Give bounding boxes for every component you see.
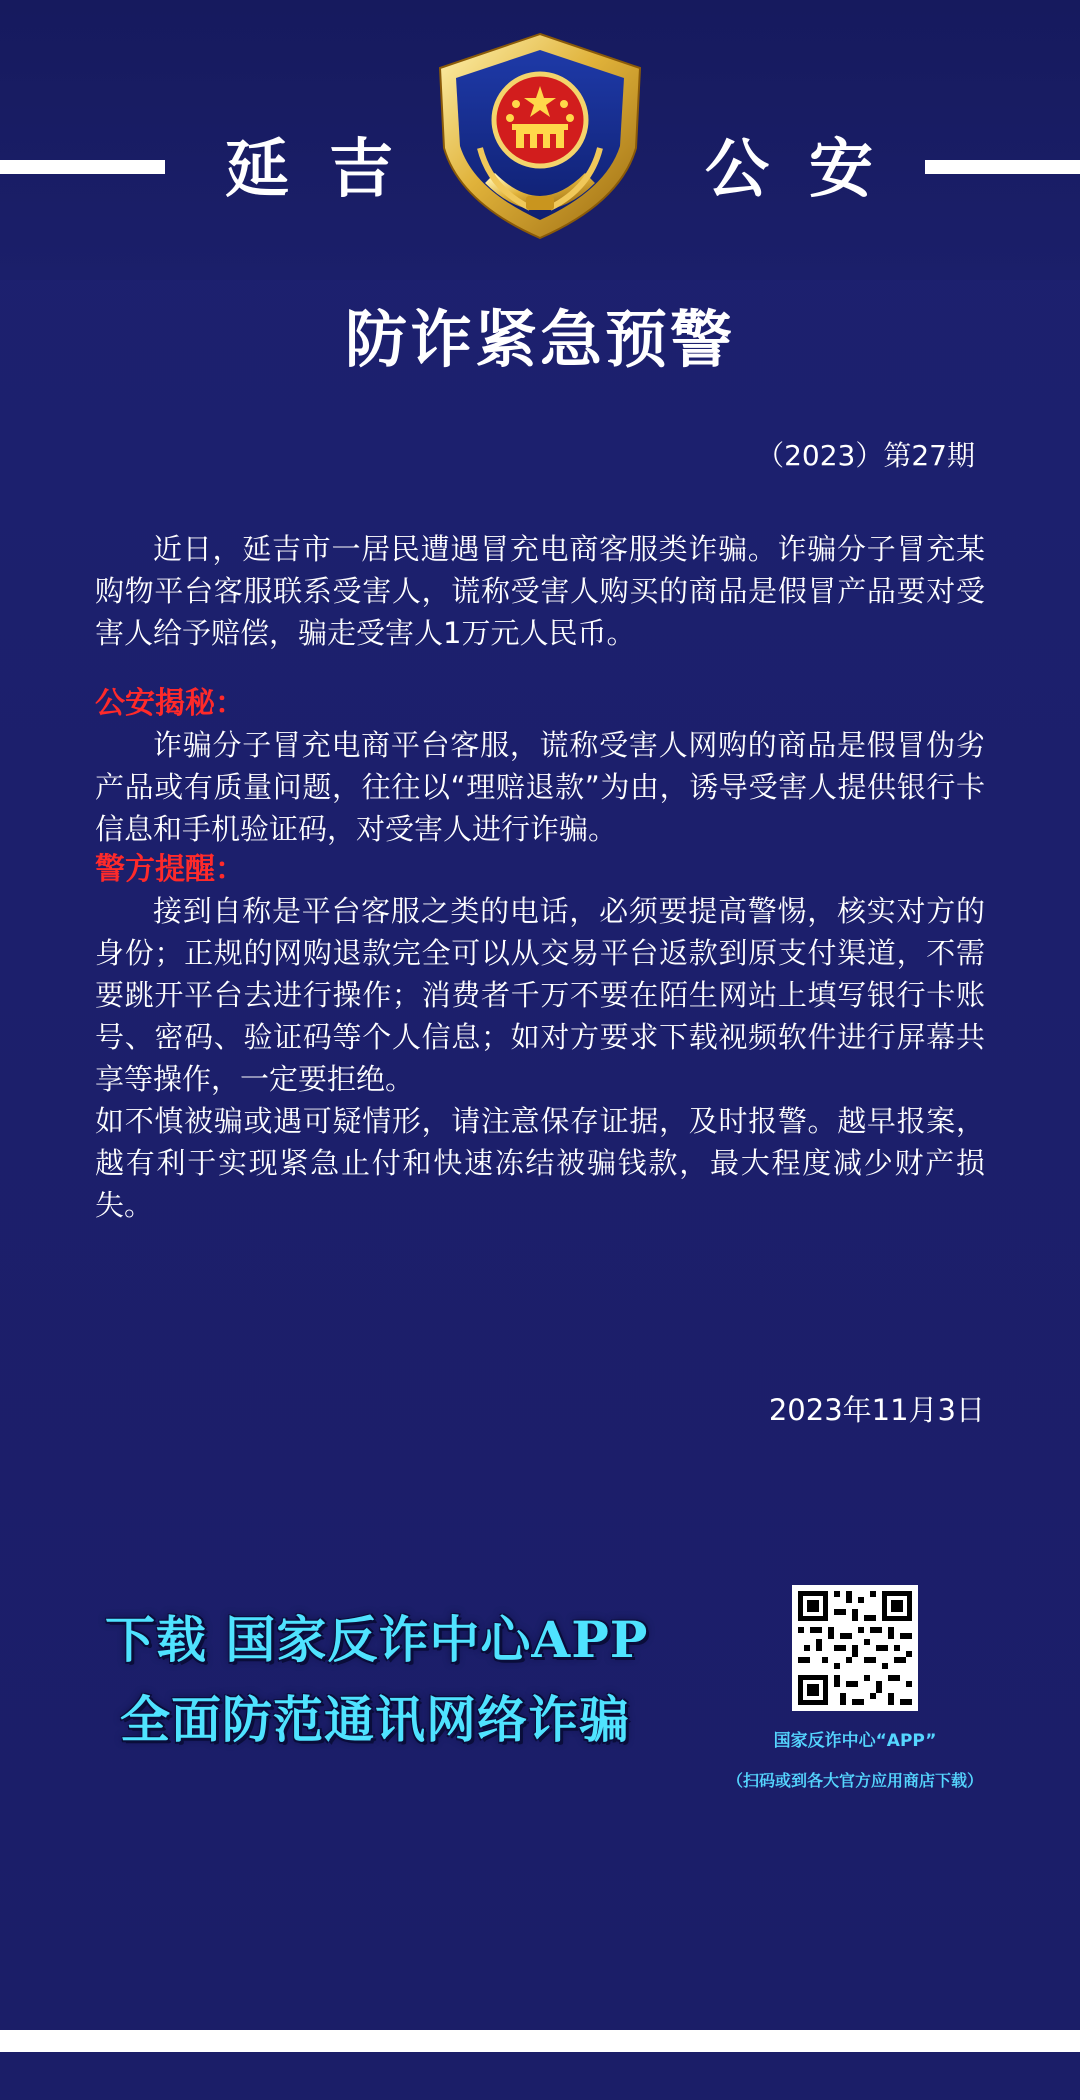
slogan-line-2: 全面防范通讯网络诈骗: [120, 1690, 630, 1749]
paragraph-gap: [95, 654, 985, 684]
section-paragraph: 接到自称是平台客服之类的电话，必须要提高警惕，核实对方的身份；正规的网购退款完全可以从交易平台返款到原支付渠道，不需要跳开平台去进行操作；消费者千万不要在陌生网站上填写银行卡账号、密码、验证码等个人信息；如对方要求下载视频软件进行屏幕共享等操作，一定要拒绝。: [95, 894, 985, 1096]
section-label-police-reveal: 公安揭秘：: [95, 686, 245, 721]
qr-code-icon[interactable]: [792, 1585, 918, 1711]
notice-body: [95, 528, 985, 1226]
qr-caption: 国家反诈中心“APP”: [773, 1731, 937, 1751]
slogan-line-1: 下载 国家反诈中心APP: [105, 1610, 649, 1669]
header-word-right: 公安: [705, 132, 913, 207]
section-paragraph: 诈骗分子冒充电商平台客服，谎称受害人网购的商品是假冒伪劣产品或有质量问题，往往以“理赔退款”为由，诱导受害人提供银行卡信息和手机验证码，对受害人进行诈骗。: [95, 728, 985, 846]
intro-paragraph: 近日，延吉市一居民遭遇冒充电商客服类诈骗。诈骗分子冒充某购物平台客服联系受害人，谎称受害人购买的商品是假冒产品要对受害人给予赔偿，骗走受害人1万元人民币。: [95, 532, 985, 650]
police-emblem-icon: [420, 28, 660, 258]
header-word-left: 延吉: [225, 132, 433, 207]
header-band: [0, 0, 1080, 280]
header-divider-right: [925, 160, 1080, 174]
qr-download-note: （扫码或到各大官方应用商店下载）: [726, 1771, 983, 1790]
issue-date: 2023年11月3日: [768, 1393, 985, 1427]
page-title: 防诈紧急预警: [344, 303, 735, 376]
section-label-police-reminder: 警方提醒：: [95, 852, 245, 887]
header-divider-left: [0, 160, 165, 174]
section-paragraph: 如不慎被骗或遇可疑情形，请注意保存证据，及时报警。越早报案，越有利于实现紧急止付和快速冻结被骗钱款，最大程度减少财产损失。: [95, 1104, 985, 1222]
bottom-divider: [0, 2030, 1080, 2052]
issue-number: （2023）第27期: [756, 439, 975, 472]
